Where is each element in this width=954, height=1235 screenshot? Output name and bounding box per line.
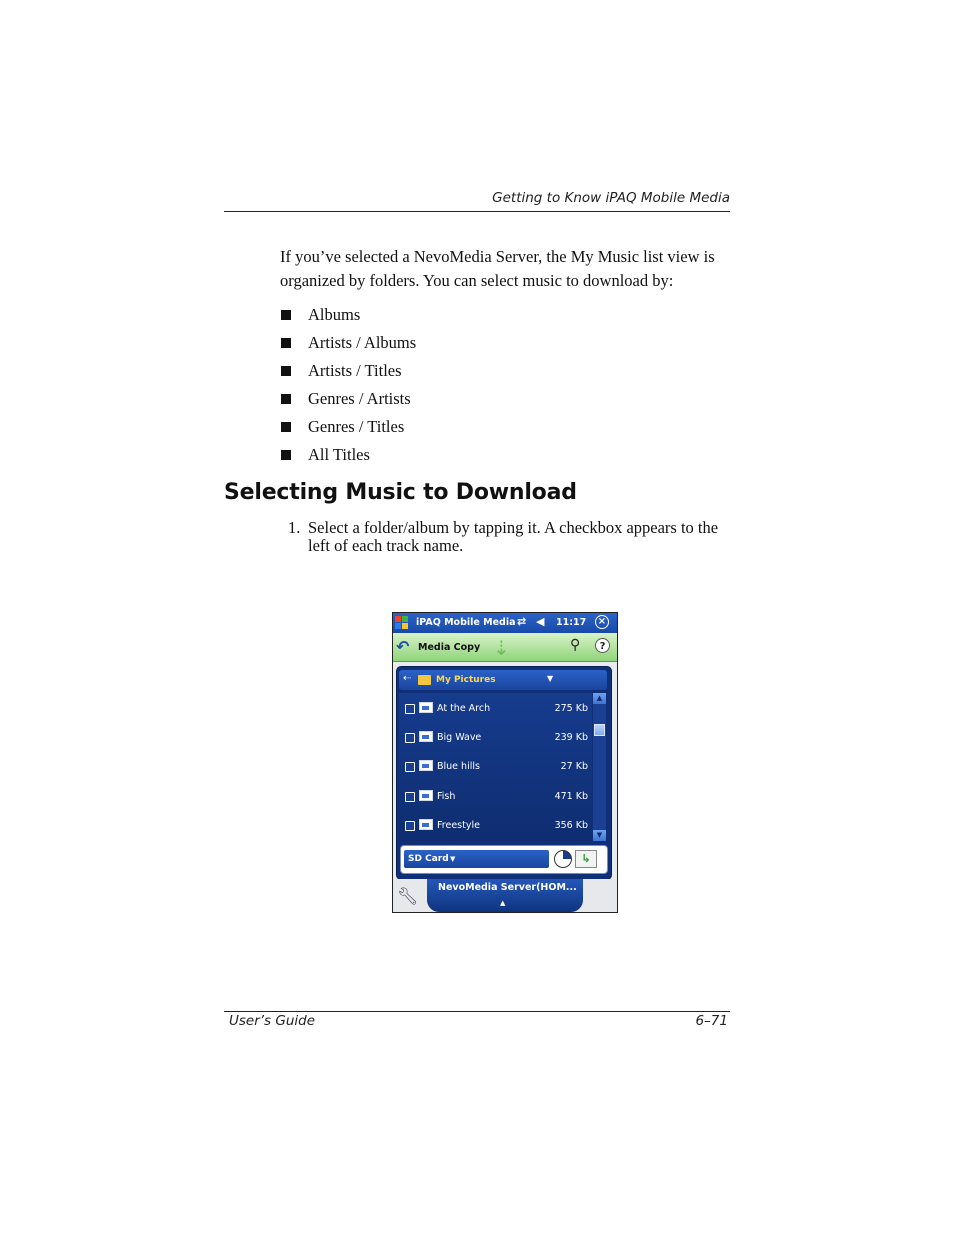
bullet-square-icon <box>281 338 291 348</box>
list-item: Genres / Titles <box>280 415 416 443</box>
destination-dropdown[interactable] <box>404 850 549 868</box>
bullet-square-icon <box>281 394 291 404</box>
tools-icon[interactable]: 🔧︎ <box>397 887 419 907</box>
clock: 11:17 <box>556 617 587 628</box>
chevron-down-icon[interactable]: ▼ <box>547 674 554 683</box>
file-name: At the Arch <box>437 703 491 714</box>
file-size: 239 Kb <box>554 732 588 743</box>
folder-selector[interactable] <box>399 670 607 690</box>
folder-up-icon[interactable]: ⇠ <box>403 673 412 684</box>
section-heading: Selecting Music to Download <box>224 480 577 505</box>
list-item[interactable] <box>399 694 592 723</box>
file-name: Freestyle <box>437 820 480 831</box>
list-item: Albums <box>280 303 416 331</box>
checkbox[interactable] <box>405 821 415 831</box>
close-icon[interactable]: × <box>595 615 609 629</box>
windows-start-icon[interactable] <box>395 616 409 630</box>
destination-bar <box>400 845 608 874</box>
caret-up-icon: ▲ <box>500 899 506 907</box>
footer-rule <box>224 1011 730 1012</box>
file-size: 275 Kb <box>554 703 588 714</box>
list-item[interactable] <box>399 723 592 752</box>
bullet-square-icon <box>281 366 291 376</box>
intro-paragraph: If you’ve selected a NevoMedia Server, the My Music list view is organized by folders. You can select music to download by: <box>280 247 715 290</box>
checkbox[interactable] <box>405 733 415 743</box>
list-item[interactable] <box>399 782 592 811</box>
media-copy-label: Media Copy <box>418 642 481 653</box>
server-name: NevoMedia Server(HOM... <box>438 882 577 893</box>
scroll-thumb[interactable] <box>594 724 605 736</box>
step-text: Select a folder/album by tapping it. A checkbox appears to the left of each track name. <box>308 518 719 555</box>
list-item: Genres / Artists <box>280 387 416 415</box>
file-list <box>399 693 592 841</box>
step-number: 1. <box>288 518 301 537</box>
scrollbar[interactable] <box>593 693 606 841</box>
page-number: 6–71 <box>695 1013 728 1029</box>
file-name: Fish <box>437 791 456 802</box>
file-browser-panel <box>396 666 612 880</box>
list-item[interactable] <box>399 811 592 840</box>
picture-icon <box>419 819 433 830</box>
storage-pie-icon <box>554 850 572 868</box>
file-size: 27 Kb <box>560 761 588 772</box>
chevron-down-icon: ▼ <box>450 855 456 863</box>
file-size: 471 Kb <box>554 791 588 802</box>
picture-icon <box>419 790 433 801</box>
device-screenshot <box>392 612 618 913</box>
checkbox[interactable] <box>405 792 415 802</box>
header-rule <box>224 211 730 212</box>
back-arrow-icon[interactable]: ↶ <box>396 637 410 656</box>
search-icon[interactable]: ⚲ <box>570 637 581 653</box>
bullet-square-icon <box>281 450 291 460</box>
folder-name: My Pictures <box>436 675 496 685</box>
list-item: All Titles <box>280 443 416 471</box>
copy-go-button[interactable]: ↳ <box>575 850 597 868</box>
scroll-up-icon[interactable]: ▲ <box>593 693 606 704</box>
picture-icon <box>419 702 433 713</box>
device-bottom-bar <box>393 879 617 912</box>
footer-guide-title: User’s Guide <box>229 1013 316 1029</box>
bullet-square-icon <box>281 310 291 320</box>
checkbox[interactable] <box>405 762 415 772</box>
volume-icon[interactable]: ◀︎ <box>536 615 545 628</box>
file-name: Big Wave <box>437 732 482 743</box>
help-icon[interactable]: ? <box>595 638 610 653</box>
server-tab[interactable] <box>427 879 583 912</box>
list-item: Artists / Titles <box>280 359 416 387</box>
folder-icon <box>418 675 431 685</box>
step-1 <box>288 519 728 555</box>
picture-icon <box>419 731 433 742</box>
list-item[interactable] <box>399 752 592 781</box>
picture-icon <box>419 760 433 771</box>
download-options-list <box>280 303 416 471</box>
bullet-square-icon <box>281 422 291 432</box>
file-size: 356 Kb <box>554 820 588 831</box>
device-title-bar <box>393 613 617 633</box>
scroll-down-icon[interactable]: ▼ <box>593 830 606 841</box>
sync-icon: ⇄ <box>517 615 527 628</box>
checkbox[interactable] <box>405 704 415 714</box>
destination-label: SD Card <box>408 854 449 864</box>
running-header: Getting to Know iPAQ Mobile Media <box>492 190 730 206</box>
list-item: Artists / Albums <box>280 331 416 359</box>
file-name: Blue hills <box>437 761 480 772</box>
media-copy-arrow-icon: ⇣ <box>493 636 510 660</box>
device-app-title: iPAQ Mobile Media <box>416 617 516 628</box>
device-toolbar <box>393 633 617 662</box>
